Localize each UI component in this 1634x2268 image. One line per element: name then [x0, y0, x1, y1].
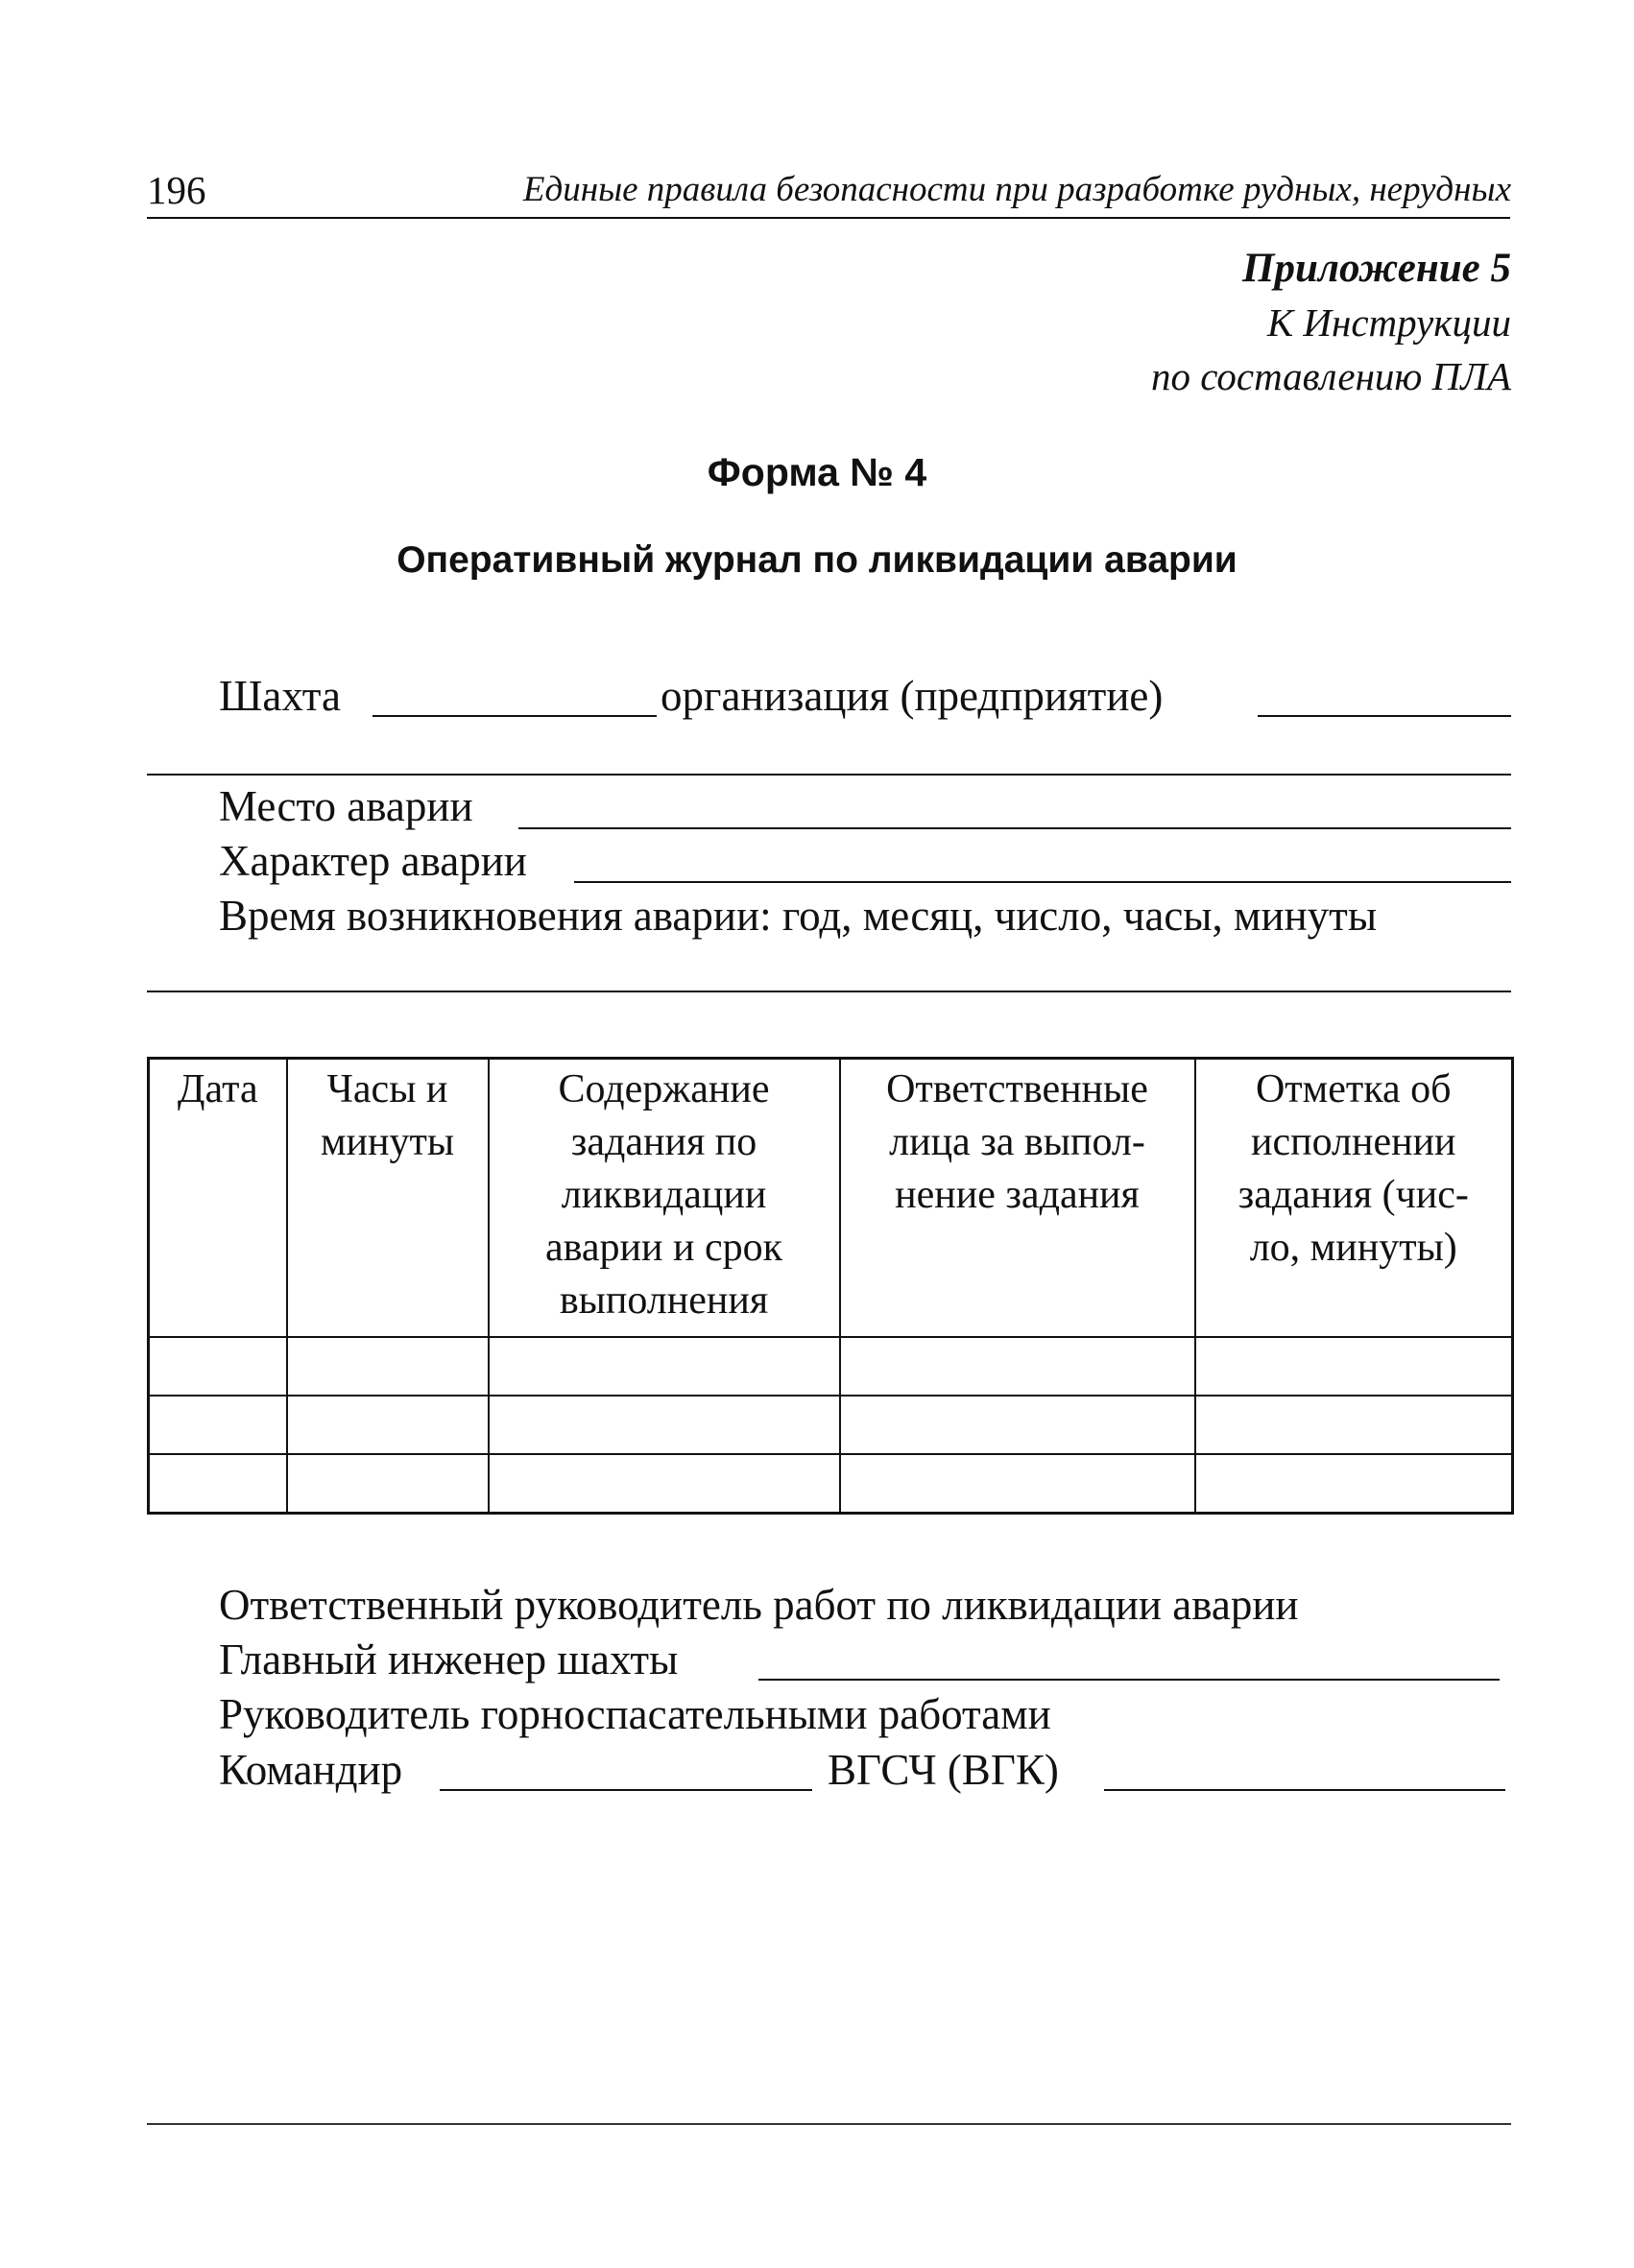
organization-blank[interactable] [1258, 715, 1511, 717]
mine-blank[interactable] [372, 715, 657, 717]
accident-nature-label: Характер аварии [219, 837, 527, 885]
table-cell[interactable] [489, 1396, 840, 1454]
bottom-rule [147, 2123, 1511, 2125]
unit-blank[interactable] [1104, 1789, 1505, 1791]
table-cell[interactable] [1195, 1337, 1513, 1396]
commander-blank[interactable] [440, 1789, 812, 1791]
accident-place-label: Место аварии [219, 782, 473, 830]
table-cell[interactable] [840, 1454, 1195, 1513]
organization-label: организация (предприятие) [661, 672, 1164, 720]
mine-label: Шахта [219, 672, 341, 720]
responsible-head-label: Ответственный руководитель работ по ликвидации аварии [219, 1581, 1299, 1629]
accident-time-label: Время возникновения аварии: год, месяц, число, часы, минуты [219, 892, 1378, 940]
appendix-block [1151, 242, 1511, 403]
table-row [149, 1454, 1513, 1513]
table-cell[interactable] [1195, 1454, 1513, 1513]
header-rule [147, 217, 1510, 219]
table-cell[interactable] [149, 1396, 287, 1454]
table-header-row [149, 1059, 1513, 1338]
column-header-date: Дата [149, 1059, 287, 1338]
table-cell[interactable] [840, 1337, 1195, 1396]
organization-blank-continued[interactable] [147, 774, 1511, 776]
table-cell[interactable] [287, 1337, 489, 1396]
chief-engineer-blank[interactable] [758, 1679, 1500, 1681]
accident-place-blank[interactable] [518, 827, 1511, 829]
rescue-head-label: Руководитель горноспасательными работами [219, 1690, 1051, 1738]
form-title: Форма № 4 [707, 450, 927, 494]
appendix-instruction: К Инструкции [1266, 300, 1511, 345]
table-cell[interactable] [287, 1396, 489, 1454]
column-header-responsible: Ответственные лица за выпол- нение задания [840, 1059, 1195, 1338]
appendix-instruction-subject: по составлению ПЛА [1150, 354, 1511, 398]
accident-nature-blank[interactable] [574, 881, 1511, 883]
page-number: 196 [147, 168, 206, 212]
table-cell[interactable] [489, 1454, 840, 1513]
running-title: Единые правила безопасности при разработке рудных, нерудных [522, 170, 1511, 209]
column-header-completion: Отметка об исполнении задания (чис- ло, минуты) [1195, 1059, 1513, 1338]
table-cell[interactable] [149, 1454, 287, 1513]
table-cell[interactable] [149, 1337, 287, 1396]
appendix-number: Приложение 5 [1242, 246, 1511, 291]
chief-engineer-label: Главный инженер шахты [219, 1635, 679, 1683]
table-cell[interactable] [1195, 1396, 1513, 1454]
column-header-task: Содержание задания по ликвидации аварии и срок выполнения [489, 1059, 840, 1338]
commander-label: Командир [219, 1746, 403, 1794]
table-cell[interactable] [287, 1454, 489, 1513]
table-cell[interactable] [840, 1396, 1195, 1454]
table-row [149, 1337, 1513, 1396]
accident-time-blank[interactable] [147, 991, 1511, 992]
table-row [149, 1396, 1513, 1454]
table-cell[interactable] [489, 1337, 840, 1396]
column-header-time: Часы и минуты [287, 1059, 489, 1338]
journal-table [147, 1057, 1514, 1515]
unit-label: ВГСЧ (ВГК) [828, 1746, 1059, 1794]
journal-title: Оперативный журнал по ликвидации аварии [396, 539, 1238, 581]
